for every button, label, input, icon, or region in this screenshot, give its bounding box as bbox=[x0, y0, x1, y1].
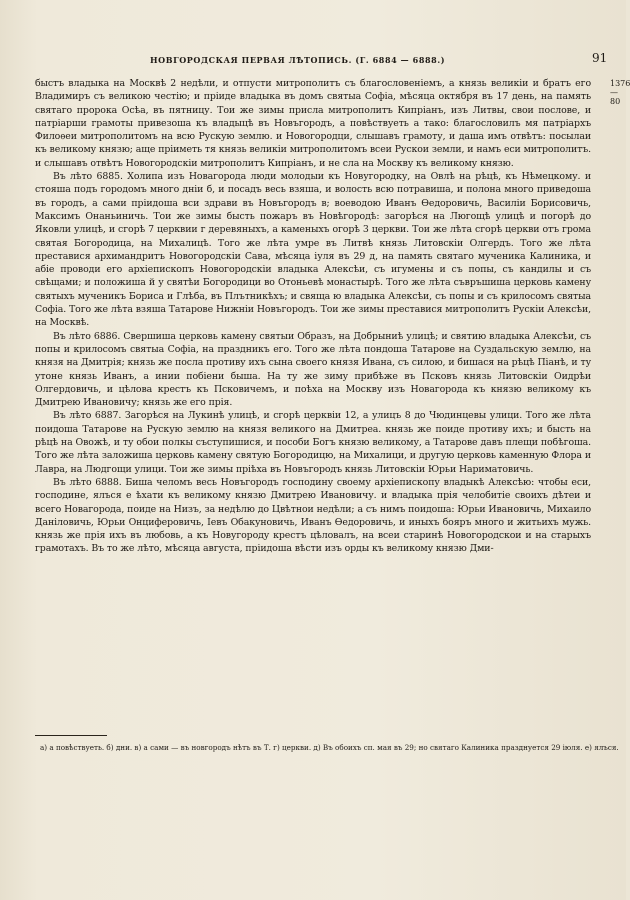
footnotes: а) а повѣствуеть. б) дни. в) а сами — въ новгородъ нѣтъ въ Т. г) церкви. д) Въ обоихъ сп. мая въ 29; но святаго Калиника празднуется 29 iюля. е) ялъся. bbox=[40, 743, 619, 752]
running-title: НОВГОРОДСКАЯ ПЕРВАЯ ЛѢТОПИСЬ. (Г. 6884 — 6888.) bbox=[150, 55, 446, 65]
margin-year-note-continued: — 80 bbox=[610, 88, 621, 106]
paragraph-continuation: быстъ владыка на Москвѣ 2 недѣли, и отпусти митрополитъ съ благословенiемъ, а князь великiи и братъ его Владимиръ съ великою честiю; и прiиде владыка въ домъ святыа Софiа, мѣсяца октября въ 17 день, на память святаго пророка Осѣа, въ пятницу. Тои же зимы присла митрополитъ Кипрiанъ, изъ Литвы, свои послове, и патрiарши грамоты привезоша къ владыцѣ въ Новъгородъ, а повѣствуеть а тако: благословилъ мя патрiархъ Филоѳеи митрополитомъ на всю Рускую землю. и Новогородци, слышавъ грамоту, и даша имъ отвѣтъ: посылаи къ великому князю; аще прiиметь тя князь великiи митрополитомъ всеи Рускои земли, и намъ еси митрополитъ. и слышавъ отвѣтъ Новогородскiи митрополитъ Кипрiанъ, и не сла на Москву къ великому князю. bbox=[35, 78, 591, 169]
chronicle-text bbox=[35, 77, 591, 556]
margin-year-note: 1376 bbox=[610, 79, 630, 88]
page-number: 91 bbox=[592, 51, 608, 65]
paragraph-6886: Въ лѣто 6886. Свершиша церковь камену святыи Образъ, на Добрыниѣ улицѣ; и святию владыка Алексѣи, съ попы и крилосомъ святыа Софiа, на праздникъ его. Того же лѣта пондоша Татарове на Суздальскую землю, на князя на Дмитрiя; князь же посла противу ихъ сына своего князя Ивана, съ силою, и бишася на рѣцѣ Пiанѣ, и ту утоне князь Иванъ, а инии побiени быша. На ту же зиму прибѣже въ Псковъ князь Литовскiи Оидрѣи Олгердовичь, и цѣлова крестъ къ Псковичемъ, и поѣха на Москву изъ Новагорода къ князю великому къ Дмитрею Ивановичу; князь же его прiя. bbox=[35, 330, 591, 409]
paragraph-6885: Въ лѣто 6885. Холипа изъ Новагорода люди молодыи къ Новугородку, на Овлѣ на рѣцѣ, къ Нѣмецкому. и стояша подъ городомъ много днiи б, и посадъ весь взяша, и волость всю потравиша, и полона много приведоша въ городъ, а сами прiидоша вси здрави въ Новъгородъ в; воеводою Иванъ Ѳедоровичь, Василiи Борисовичь, Максимъ Онаньиничь. Тои же зимы бысть пожаръ въ Новѣгородѣ: загорѣся на Люгощѣ улицѣ и погорѣ до Яковли улицѣ, и сгорѣ 7 церквии г деревяныхъ, а каменыхъ огорѣ 3 церкви. Тои же лѣта сгорѣ церкви отъ грома святая Богородица, на Михалицѣ. Того же лѣта умре въ Литвѣ князь Литовскiи Олгердъ. Того же лѣта преставися архимандритъ Новогородскiи Сава, мѣсяца iуля въ 29 д, на память святаго мученика Калиника, и абiе проводи его архiепископъ Новогородскiи владыка Алексѣи, съ игумены и съ попы, съ кандилы и съ свѣщами; и положиша й у святѣи Богородици во Отоньевѣ монастырѣ. Того же лѣта съвръшиша церковь камену святыхъ мученикъ Бориса и Глѣба, въ Плътникѣхъ; и свяща ю владыка Алексѣи, съ попы и съ крилосомъ святыа Софiа. Того же лѣта взяша Татарове Нижнiи Новъгородъ. Тои же зимы преставися митрополитъ Рускiи Алексѣи, на Москвѣ. bbox=[35, 171, 591, 329]
paragraph-6888: Въ лѣто 6888. Биша челомъ весь Новъгородъ господину своему архiепископу владыкѣ Алексѣю: чтобы еси, господине, ялъся е ѣхати къ великому князю Дмитрею Ивановичу. и владыка прiя челобитiе своихъ дѣтеи и всего Новагорода, поиде на Низъ, за недѣлю до Цвѣтнои недѣли; а съ нимъ поидоша: Юрьи Ивановичь, Михаило Данiловичь, Юрьи Онциферовичь, Iевъ Обакуновичь, Иванъ Ѳедоровичь, и иныхъ бояръ много и житьихъ мужь. князь же прiя ихъ въ любовь, а къ Новугороду крестъ цѣловалъ, на всеи старинѣ Новогородскои и на старыхъ грамотахъ. Въ то же лѣто, мѣсяца августа, прiидоша вѣсти изъ орды къ великому князю Дми- bbox=[35, 476, 591, 555]
paragraph-6887: Въ лѣто 6887. Загорѣся на Лукинѣ улицѣ, и сгорѣ церквiи 12, а улицъ 8 до Чюдинцевы улици. Того же лѣта поидоша Татарове на Рускую землю на князя великого на Дмитреа. князь же поиде противу ихъ; и бысть на рѣцѣ на Овожѣ, и ту обои полкы съступишися, и пособи Богъ князю великому, а Татарове давъ плещи побѣгоша. Того же лѣта заложиша церковь камену святую Богородицю, на Михалици, и другую церковь каменную Флора и Лавра, на Людгощи улици. Тои же зимы прiѣха въ Новъгородъ князь Литовскiи Юрьи Нариматовичь. bbox=[35, 410, 591, 475]
footnote-divider bbox=[35, 735, 107, 736]
